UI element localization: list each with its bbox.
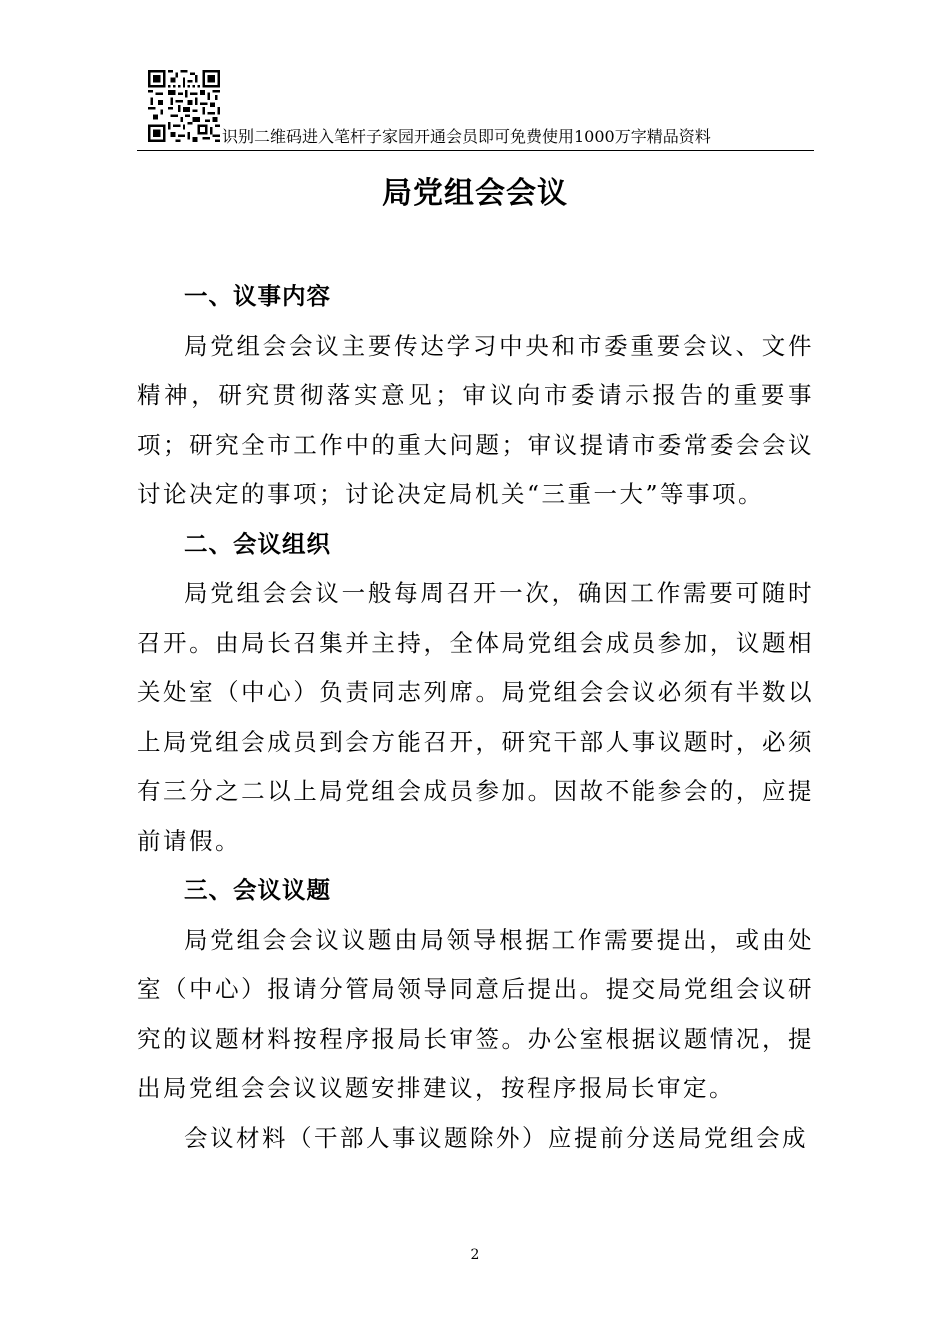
- header-promo-text: 识别二维码进入笔杆子家园开通会员即可免费使用1000万字精品资料: [222, 127, 711, 146]
- section-heading: 二、会议组织: [184, 529, 331, 558]
- qr-code-icon: [148, 70, 220, 142]
- document-body: [137, 272, 814, 1163]
- section-heading: 一、议事内容: [184, 282, 331, 310]
- body-paragraph: 局党组会会议主要传达学习中央和市委重要会议、文件精神，研究贯彻落实意见；审议向市委请示报告的重要事项；研究全市工作中的重大问题；审议提请市委常委会会议讨论决定的事项；讨论决定局机关“三重一大”等事项。: [137, 331, 814, 508]
- body-paragraph: 局党组会会议议题由局领导根据工作需要提出，或由处室（中心）报请分管局领导同意后提出。提交局党组会议研究的议题材料按程序报局长审签。办公室根据议题情况，提出局党组会会议议题安排建议，按程序报局长审定。: [137, 925, 814, 1102]
- page-number: 2: [470, 1247, 480, 1263]
- document-title: 局党组会会议: [382, 176, 568, 211]
- header-divider: [137, 150, 814, 151]
- body-paragraph: 会议材料（干部人事议题除外）应提前分送局党组会成: [184, 1123, 808, 1152]
- body-paragraph: 局党组会会议一般每周召开一次，确因工作需要可随时召开。由局长召集并主持，全体局党组会成员参加，议题相关处室（中心）负责同志列席。局党组会会议必须有半数以上局党组会成员到会方能召开，研究干部人事议题时，必须有三分之二以上局党组会成员参加。因故不能参会的，应提前请假。: [137, 579, 814, 855]
- section-heading: 三、会议议题: [184, 876, 331, 904]
